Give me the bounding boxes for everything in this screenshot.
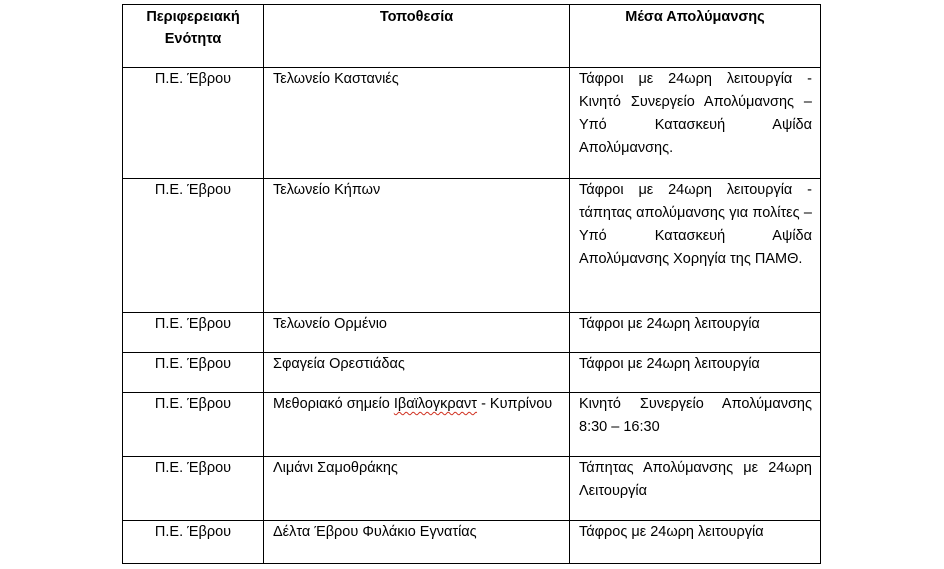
- header-location: Τοποθεσία: [264, 5, 570, 68]
- cell-region: Π.Ε. Έβρου: [123, 393, 264, 457]
- cell-location: Σφαγεία Ορεστιάδας: [264, 353, 570, 393]
- table-row: [123, 313, 821, 353]
- cell-means: Τάφροι με 24ωρη λειτουργία - Κινητό Συνεργείο Απολύμανσης – Υπό Κατασκευή Αψίδα Απολύμανσης.: [570, 68, 821, 179]
- table-row: [123, 68, 821, 179]
- location-misspelled-word: Ιβαϊλογκραντ: [393, 396, 478, 412]
- cell-means: Τάφροι με 24ωρη λειτουργία: [570, 353, 821, 393]
- cell-region: Π.Ε. Έβρου: [123, 68, 264, 179]
- table-row: [123, 393, 821, 457]
- location-text-part2: - Κυπρίνου: [481, 396, 553, 412]
- cell-region: Π.Ε. Έβρου: [123, 179, 264, 313]
- cell-location: Λιμάνι Σαμοθράκης: [264, 457, 570, 521]
- cell-location: Δέλτα Έβρου Φυλάκιο Εγνατίας: [264, 521, 570, 564]
- table-header-row: [123, 5, 821, 68]
- header-region: [123, 5, 264, 68]
- table-row: [123, 457, 821, 521]
- cell-region: Π.Ε. Έβρου: [123, 521, 264, 564]
- cell-location: Τελωνείο Καστανιές: [264, 68, 570, 179]
- table-row: [123, 353, 821, 393]
- cell-means: Τάπητας Απολύμανσης με 24ωρη Λειτουργία: [570, 457, 821, 521]
- cell-means: Τάφροι με 24ωρη λειτουργία - τάπητας απολύμανσης για πολίτες – Υπό Κατασκευή Αψίδα Απολύμανσης Χορηγία της ΠΑΜΘ.: [570, 179, 821, 313]
- cell-region: Π.Ε. Έβρου: [123, 313, 264, 353]
- cell-location: Τελωνείο Κήπων: [264, 179, 570, 313]
- header-region-line1: Περιφερειακή: [146, 9, 240, 25]
- cell-region: Π.Ε. Έβρου: [123, 353, 264, 393]
- header-means: Μέσα Απολύμανσης: [570, 5, 821, 68]
- table-row: [123, 521, 821, 564]
- cell-means: Τάφρος με 24ωρη λειτουργία: [570, 521, 821, 564]
- cell-location: [264, 393, 570, 457]
- cell-region: Π.Ε. Έβρου: [123, 457, 264, 521]
- cell-means: Κινητό Συνεργείο Απολύμανσης 8:30 – 16:30: [570, 393, 821, 457]
- disinfection-table: [122, 4, 821, 564]
- location-text-part1: Μεθοριακό σημείο: [273, 396, 390, 412]
- table-row: [123, 179, 821, 313]
- cell-location: Τελωνείο Ορμένιο: [264, 313, 570, 353]
- cell-means: Τάφροι με 24ωρη λειτουργία: [570, 313, 821, 353]
- header-region-line2: Ενότητα: [164, 31, 222, 47]
